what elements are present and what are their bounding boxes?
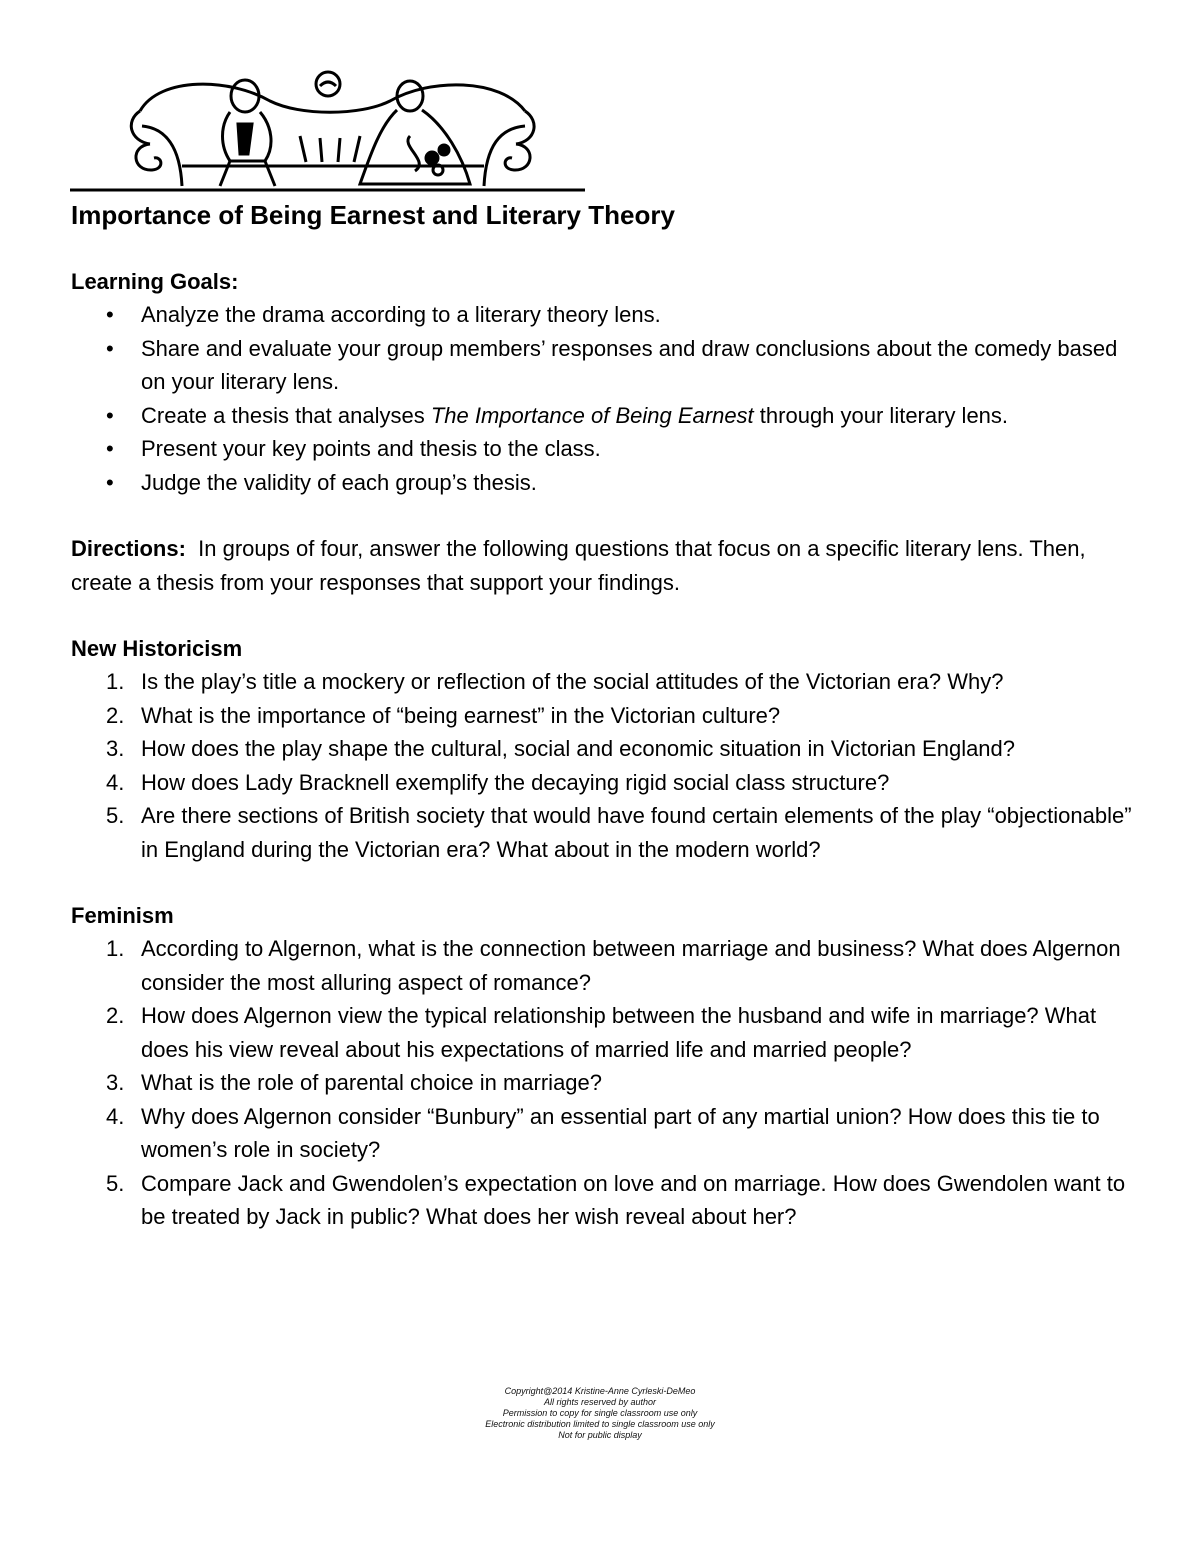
learning-goal-item: • Analyze the drama according to a literary theory lens. (71, 298, 1141, 332)
footer-line: All rights reserved by author (543, 1397, 657, 1407)
learning-goals-heading: Learning Goals: (71, 269, 239, 294)
page-title: Importance of Being Earnest and Literary Theory (71, 200, 675, 230)
learning-goal-item: • Judge the validity of each group’s thesis. (71, 466, 1141, 500)
question-item: 3. What is the role of parental choice in marriage? (106, 1070, 603, 1095)
directions-label: Directions: (71, 536, 186, 561)
question-item: 4. Why does Algernon consider “Bunbury” an essential part of any martial union? How does this tie to women’s role in society? (106, 1103, 1100, 1162)
learning-goals-list (71, 298, 1141, 499)
copyright-footer (0, 1386, 1200, 1441)
bullet-icon: • (106, 335, 114, 361)
bullet-icon: • (106, 402, 114, 428)
bullet-icon: • (106, 302, 114, 327)
question-list (71, 665, 1141, 866)
worksheet-content (71, 198, 1141, 1234)
question-item: 3. How does the play shape the cultural, social and economic situation in Victorian England? (106, 736, 1016, 761)
bullet-icon: • (106, 436, 114, 461)
question-item: 4. How does Lady Bracknell exemplify the decaying rigid social class structure? (106, 769, 890, 795)
question-item: 5. Compare Jack and Gwendolen’s expectation on love and on marriage. How does Gwendolen want to be treated by Jack in public? What does her wish reveal about her? (106, 1170, 1126, 1229)
victorian-couple-illustration (70, 66, 585, 194)
section-heading: Feminism (71, 903, 174, 928)
question-item: 5. Are there sections of British society that would have found certain elements of the play “objectionable” in England during the Victorian era? What about in the modern world? (106, 803, 1132, 862)
question-item: 1. According to Algernon, what is the connection between marriage and business? What does Algernon consider the most alluring aspect of romance? (106, 936, 1121, 995)
section-feminism (71, 899, 1141, 1234)
question-item: 2. What is the importance of “being earnest” in the Victorian culture? (106, 702, 781, 728)
question-item: 1. Is the play’s title a mockery or reflection of the social attitudes of the Victorian era? Why? (106, 669, 1004, 694)
play-title: The Importance of Being Earnest (430, 402, 754, 428)
learning-goal-item: • Create a thesis that analyses The Importance of Being Earnest through your literary lens. (71, 399, 1141, 433)
footer-line: Copyright@2014 Kristine-Anne Cyrleski-DeMeo (504, 1386, 696, 1396)
directions-text: In groups of four, answer the following questions that focus on a specific literary lens. Then, create a thesis from your responses that support your findings. (71, 536, 1086, 595)
bullet-icon: • (106, 469, 114, 495)
learning-goal-item: • Present your key points and thesis to the class. (71, 432, 1141, 466)
section-heading: New Historicism (71, 636, 243, 661)
learning-goal-item: • Share and evaluate your group members’ responses and draw conclusions about the comedy based on your literary lens. (71, 332, 1141, 399)
question-list (71, 932, 1141, 1234)
question-item: 2. How does Algernon view the typical relationship between the husband and wife in marriage? What does his view reveal about his expectations of married life and married people? (106, 1003, 1097, 1062)
footer-line: Not for public display (558, 1430, 642, 1440)
footer-line: Electronic distribution limited to single classroom use only (485, 1419, 715, 1429)
directions (71, 532, 1141, 599)
section-new-historicism (71, 632, 1141, 866)
footer-line: Permission to copy for single classroom use only (502, 1408, 698, 1418)
